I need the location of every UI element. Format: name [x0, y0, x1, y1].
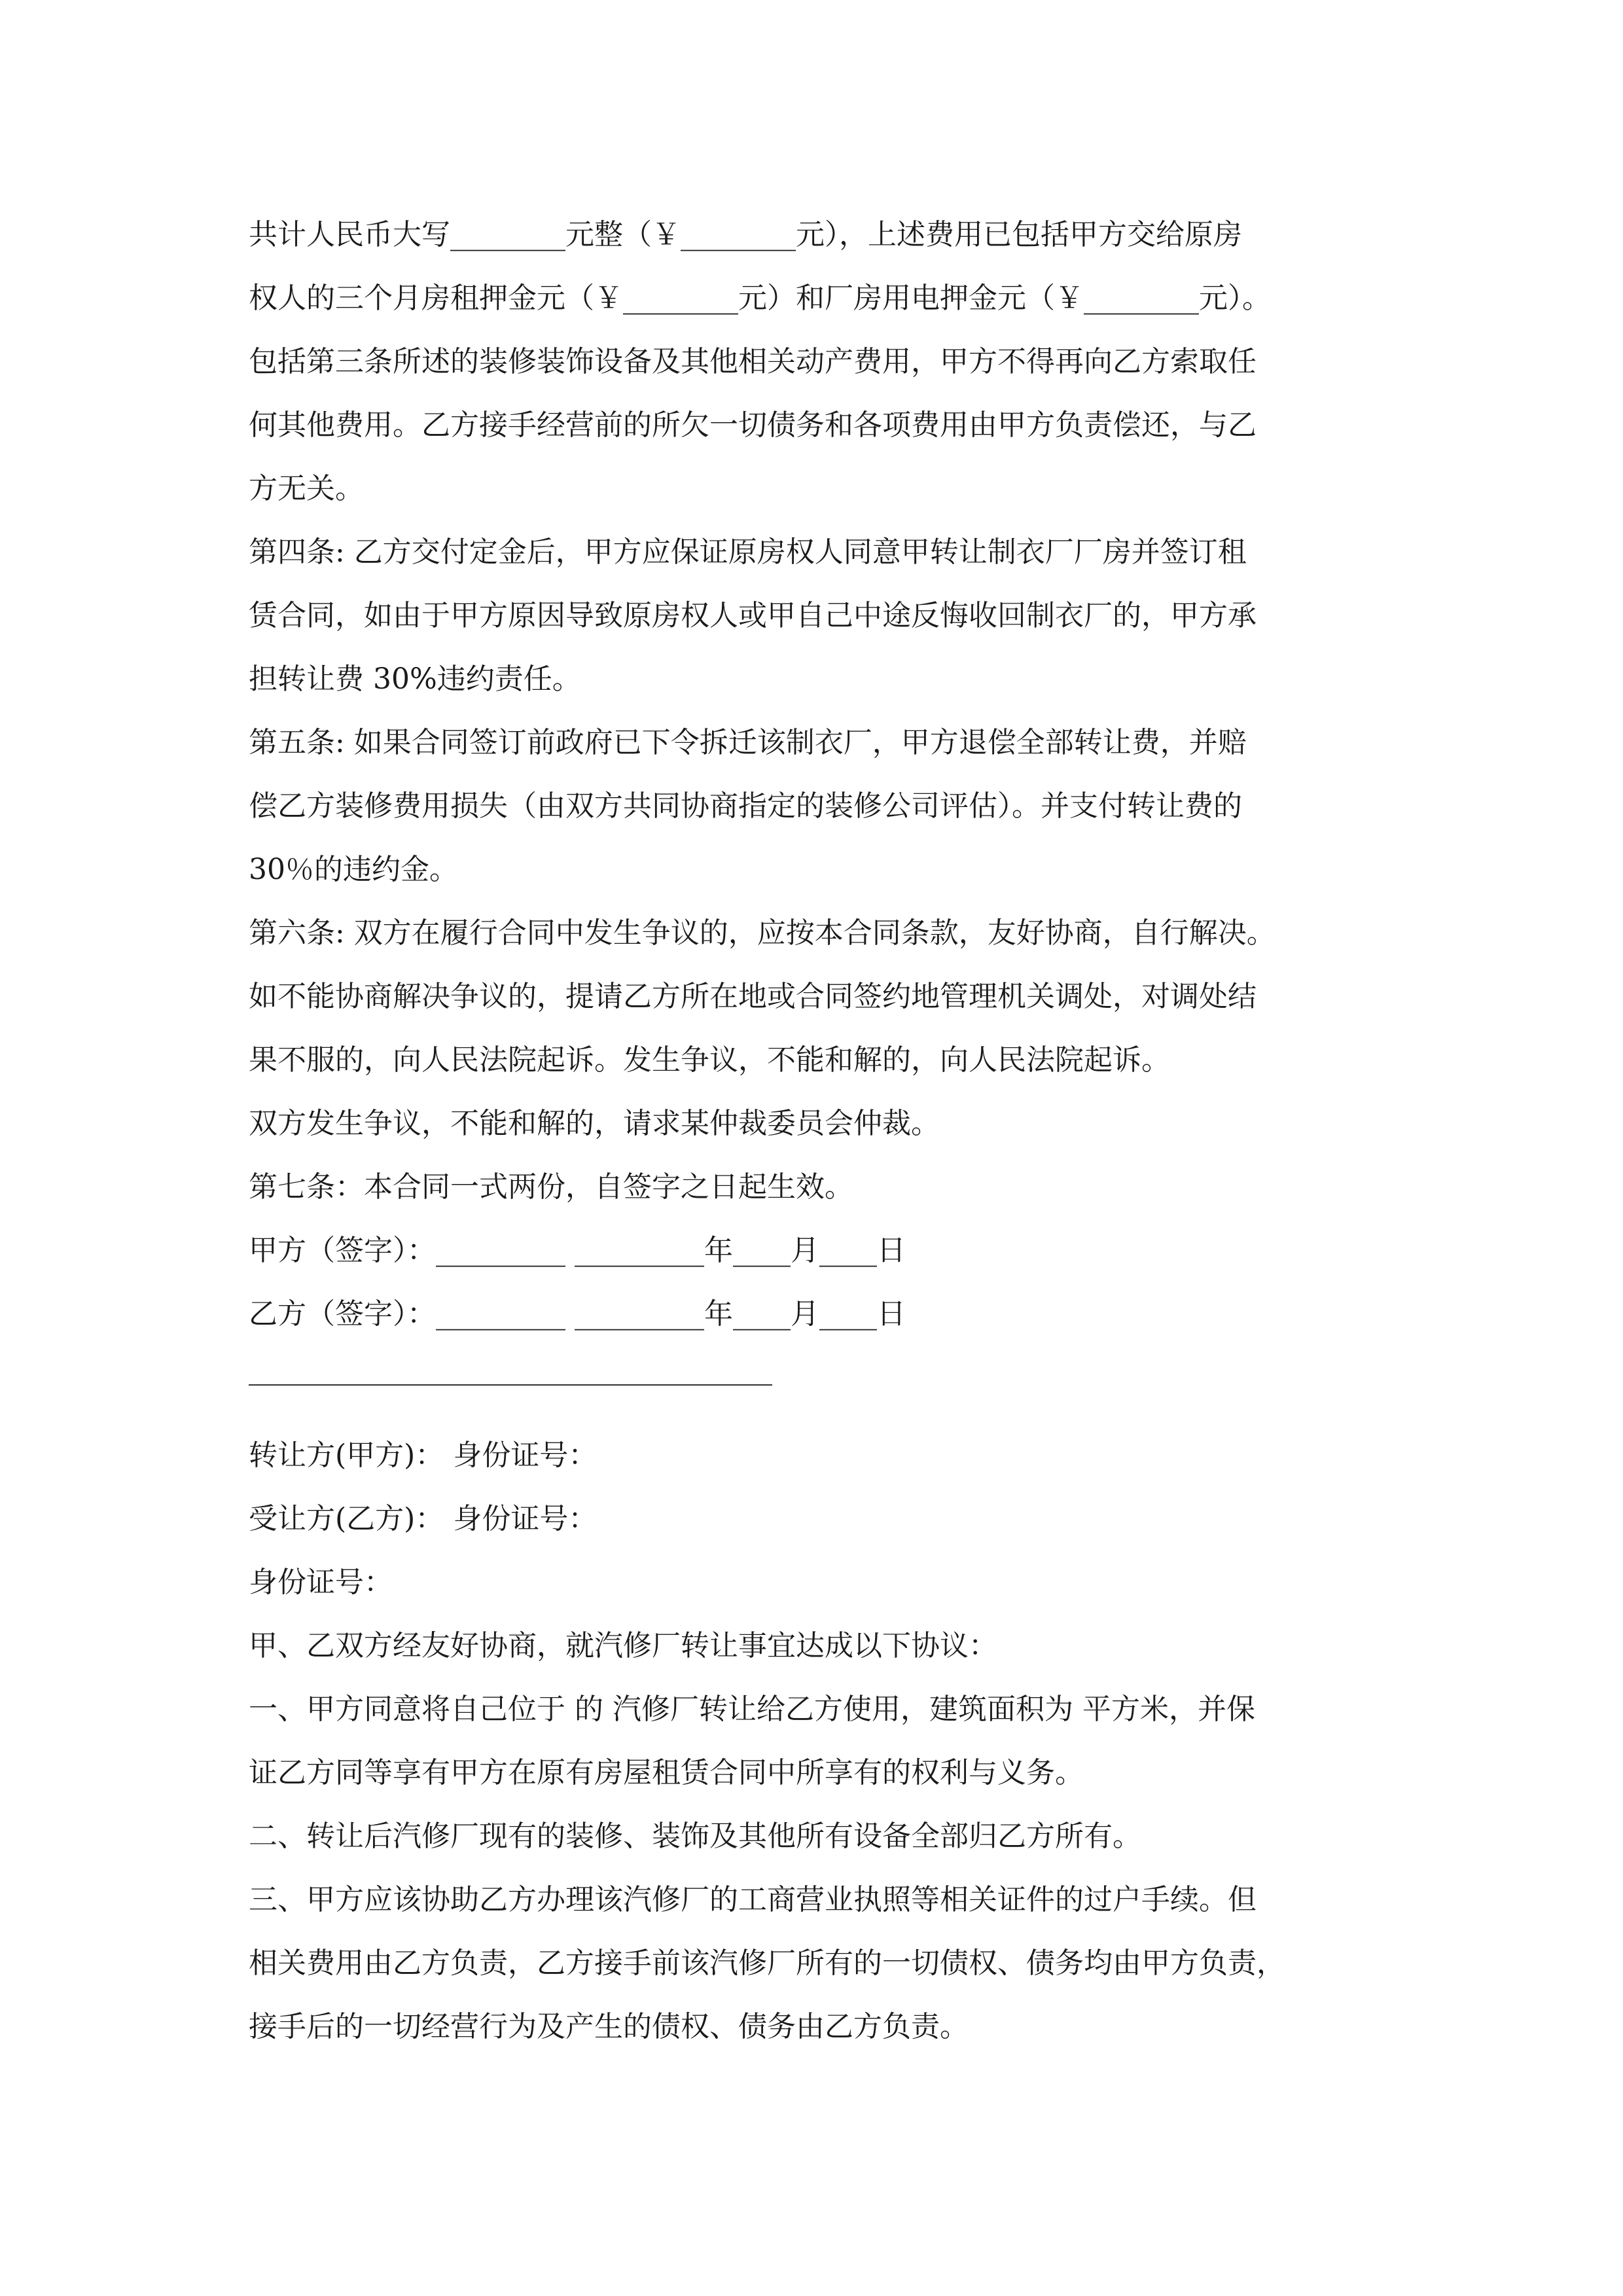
contract-body-part-2 [249, 1424, 1420, 2058]
party-b-signature-line: 乙方（签字）：_________ _________年____月____日 [249, 1297, 906, 1331]
text-line: 赁合同，如由于甲方原因导致原房权人或甲自己中途反悔收回制衣厂的，甲方承 [249, 599, 1257, 632]
text-line: 证乙方同等享有甲方在原有房屋租赁合同中所享有的权利与义务。 [249, 1756, 1084, 1789]
text-line: 共计人民币大写________元整（￥________元），上述费用已包括甲方交给原房 [249, 218, 1242, 251]
text-line: 偿乙方装修费用损失（由双方共同协商指定的装修公司评估）。并支付转让费的 [249, 789, 1242, 823]
article-4-line: 第四条: 乙方交付定金后，甲方应保证原房权人同意甲转让制衣厂厂房并签订租 [249, 535, 1247, 569]
article-6-line: 第六条: 双方在履行合同中发生争议的，应按本合同条款，友好协商，自行解决。 [249, 916, 1275, 950]
clause-2-line: 二、转让后汽修厂现有的装修、装饰及其他所有设备全部归乙方所有。 [249, 1820, 1141, 1853]
clause-1-line: 一、甲方同意将自己位于 的 汽修厂转让给乙方使用，建筑面积为 平方米，并保 [249, 1693, 1255, 1726]
text-line: 何其他费用。乙方接手经营前的所欠一切债务和各项费用由甲方负责偿还，与乙 [249, 408, 1257, 442]
agreement-intro-line: 甲、乙双方经友好协商，就汽修厂转让事宜达成以下协议： [249, 1629, 997, 1662]
id-number-line: 身份证号： [249, 1566, 393, 1599]
text-line: 30％的违约金。 [249, 853, 458, 886]
text-line: 接手后的一切经营行为及产生的债权、债务由乙方负责。 [249, 2010, 969, 2043]
text-line: 双方发生争议，不能和解的，请求某仲裁委员会仲裁。 [249, 1107, 940, 1140]
transferee-line: 受让方(乙方)： 身份证号： [249, 1502, 597, 1535]
text-line: 方无关。 [249, 472, 364, 505]
text-line: 如不能协商解决争议的，提请乙方所在地或合同签约地管理机关调处，对调处结 [249, 980, 1257, 1013]
text-line: 包括第三条所述的装修装饰设备及其他相关动产费用，甲方不得再向乙方索取任 [249, 345, 1257, 378]
transferor-line: 转让方(甲方)： 身份证号： [249, 1439, 597, 1472]
clause-3-line: 三、甲方应该协助乙方办理该汽修厂的工商营业执照等相关证件的过户手续。但 [249, 1883, 1257, 1916]
section-divider [249, 1384, 772, 1386]
text-line: 担转让费 30%违约责任。 [249, 662, 581, 696]
article-7-line: 第七条：本合同一式两份，自签字之日起生效。 [249, 1170, 853, 1204]
text-line: 果不服的，向人民法院起诉。发生争议，不能和解的，向人民法院起诉。 [249, 1043, 1170, 1077]
article-5-line: 第五条: 如果合同签订前政府已下令拆迁该制衣厂，甲方退偿全部转让费，并赔 [249, 726, 1247, 759]
party-a-signature-line: 甲方（签字）：_________ _________年____月____日 [249, 1234, 906, 1267]
contract-body-part-1 [249, 203, 1420, 1346]
text-line: 权人的三个月房租押金元（￥________元）和厂房用电押金元（￥________元）。 [249, 281, 1271, 315]
text-line: 相关费用由乙方负责，乙方接手前该汽修厂所有的一切债权、债务均由甲方负责， [249, 1946, 1285, 1980]
